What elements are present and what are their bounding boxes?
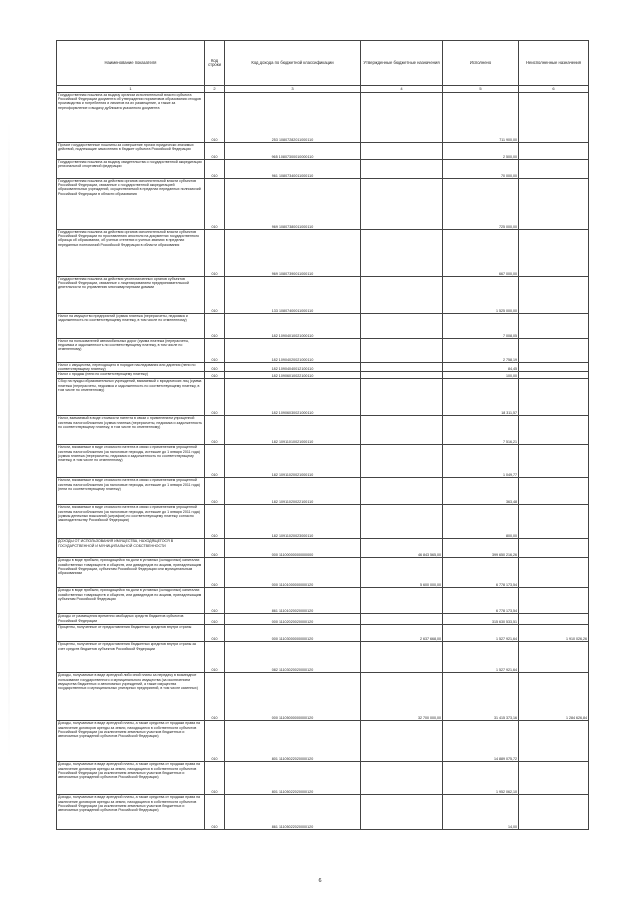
row-approved <box>361 416 443 445</box>
table-row <box>57 445 589 478</box>
row-kbk: 961 10807340011000110 <box>225 160 361 179</box>
row-code: 010 <box>205 625 225 642</box>
row-kbk: 861 11101020020000120 <box>225 588 361 614</box>
row-kbk: 969 10807380011000110 <box>225 179 361 230</box>
row-unexecuted: 1 910 026,26 <box>519 625 589 642</box>
col-header-kbk: Код дохода по бюджетной классификации <box>225 41 361 86</box>
col-header-executed: Исполнено <box>443 41 519 86</box>
column-number: 5 <box>443 86 519 93</box>
table-row <box>57 160 589 179</box>
row-code: 010 <box>205 143 225 160</box>
row-executed: 667 000,00 <box>443 230 519 277</box>
row-unexecuted <box>519 143 589 160</box>
row-code: 010 <box>205 558 225 588</box>
row-name: Налог с имущества, переходящего в порядке наследования или дарения (пени по соответствующему платежу) <box>57 363 205 372</box>
row-executed: 84,45 <box>443 363 519 372</box>
column-number: 2 <box>205 86 225 93</box>
row-executed: 399 650 216,26 <box>443 539 519 558</box>
row-unexecuted <box>519 614 589 625</box>
row-executed: 6 778 173,54 <box>443 588 519 614</box>
column-number: 6 <box>519 86 589 93</box>
table-row <box>57 379 589 416</box>
col-header-name: Наименование показателя <box>57 41 205 86</box>
row-name: Доходы в виде прибыли, приходящейся на доли в уставных (складочных) капиталах хозяйственных товариществ и обществ, или дивидендов по акциям, принадлежащим субъектам Российской Федерации <box>57 588 205 614</box>
row-unexecuted <box>519 558 589 588</box>
row-kbk: 861 11105022020000120 <box>225 795 361 830</box>
row-code: 010 <box>205 379 225 416</box>
row-approved <box>361 478 443 505</box>
row-approved: 32 700 000,00 <box>361 673 443 721</box>
row-code: 010 <box>205 416 225 445</box>
row-approved <box>361 363 443 372</box>
row-kbk: 000 11102020020000120 <box>225 614 361 625</box>
table-row <box>57 478 589 505</box>
row-kbk: 182 10911020021000110 <box>225 445 361 478</box>
row-code: 010 <box>205 505 225 539</box>
table-row <box>57 795 589 830</box>
row-approved <box>361 143 443 160</box>
row-executed: 725 000,00 <box>443 179 519 230</box>
table-row <box>57 230 589 277</box>
row-name: Государственная пошлина за действия органов исполнительной власти субъектов Российской Федерации, связанные с государственной аккредитацией образовательных учреждений, осуществляемой в пределах переданных полномочий Российской Федерации в области образования <box>57 179 205 230</box>
row-approved <box>361 160 443 179</box>
row-executed: 711 900,00 <box>443 93 519 143</box>
row-name: Доходы, получаемые в виде арендной либо иной платы за передачу в возмездное пользование государственного и муниципального имущества (за исключением имущества бюджетных и автономных учреждений, а также имущества государственных и муниципальных унитарных предприятий, в том числе казенных) <box>57 673 205 721</box>
row-kbk: 801 11105022020000120 <box>225 762 361 795</box>
row-code: 010 <box>205 179 225 230</box>
row-executed: 315 630 533,51 <box>443 614 519 625</box>
table-row <box>57 363 589 372</box>
row-unexecuted <box>519 277 589 314</box>
row-name: Доходы, получаемые в виде арендной платы, а также средства от продажи права на заключение договоров аренды за земли, находящиеся в собственности субъектов Российской Федерации (за исключением земельных участков бюджетных и автономных учреждений субъектов Российской Федерации) <box>57 762 205 795</box>
row-name: Доходы, получаемые в виде арендной платы, а также средства от продажи права на заключение договоров аренды за земли, находящиеся в собственности субъектов Российской Федерации (за исключением земельных участков бюджетных и автономных учреждений субъектов Российской Федерации) <box>57 721 205 762</box>
row-executed: 1 527 921,64 <box>443 625 519 642</box>
row-executed: 1 049,77 <box>443 445 519 478</box>
row-executed: 6 778 173,54 <box>443 558 519 588</box>
row-code: 010 <box>205 314 225 339</box>
scan-edge-shading <box>8 120 10 760</box>
row-code: 010 <box>205 445 225 478</box>
row-name: Прочие государственные пошлины за совершение прочих юридически значимых действий, подлежащие зачислению в бюджет субъекта Российской Федерации <box>57 143 205 160</box>
row-unexecuted <box>519 93 589 143</box>
row-approved <box>361 505 443 539</box>
row-code: 010 <box>205 642 225 673</box>
table-row <box>57 143 589 160</box>
row-unexecuted <box>519 762 589 795</box>
row-approved <box>361 588 443 614</box>
row-executed: 14 889 075,72 <box>443 721 519 762</box>
table-row <box>57 339 589 363</box>
table-row <box>57 416 589 445</box>
row-executed: 7 516,21 <box>443 416 519 445</box>
row-kbk: 253 10807282011000110 <box>225 93 361 143</box>
row-name: Государственная пошлина за выдачу органом исполнительной власти субъекта Российской Федерации документа об утверждении нормативов образования отходов производства и потребления и лимитов на их размещение, а также за переоформление и выдачу дубликата указанного документа <box>57 93 205 143</box>
row-code: 010 <box>205 614 225 625</box>
page-number: 6 <box>318 878 322 884</box>
row-executed: 7 008,05 <box>443 314 519 339</box>
row-executed: 1 527 921,64 <box>443 642 519 673</box>
table-row <box>57 558 589 588</box>
row-name: Доходы, получаемые в виде арендной платы, а также средства от продажи права на заключение договоров аренды за земли, находящиеся в собственности субъектов Российской Федерации (за исключением земельных участков бюджетных и автономных учреждений субъектов Российской Федерации) <box>57 795 205 830</box>
col-header-approved: Утвержденные бюджетные назначения <box>361 41 443 86</box>
row-name: Налоги, взимаемые в виде стоимости патента в связи с применением упрощенной системы налогообложения (за налоговые периоды, истекшие до 1 января 2011 года) (сумма платежа (перерасчеты, недоимка и задолженность по соответствующему платежу, в том числе по отмененному) <box>57 445 205 478</box>
row-unexecuted <box>519 179 589 230</box>
row-approved <box>361 93 443 143</box>
row-unexecuted <box>519 230 589 277</box>
row-executed: 100,00 <box>443 372 519 379</box>
row-name: Налоги, взимаемые в виде стоимости патента в связи с применением упрощенной системы налогообложения (за налоговые периоды, истекшие до 1 января 2011 года) (суммы денежных взысканий (штрафов) по соответствующему платежу согласно законодательству Российской Федерации) <box>57 505 205 539</box>
row-kbk: 182 10911020023000110 <box>225 505 361 539</box>
row-executed: 2 758,19 <box>443 339 519 363</box>
row-approved: 2 637 668,00 <box>361 625 443 642</box>
row-name: Сбор на нужды образовательных учреждений, взимаемый с юридических лиц (сумма платежа (перерасчеты, недоимка и задолженность по соответствующему платежу, в том числе по отмененному) <box>57 379 205 416</box>
table-row <box>57 721 589 762</box>
row-approved <box>361 230 443 277</box>
table-row <box>57 314 589 339</box>
row-name: Доходы в виде прибыли, приходящейся на доли в уставных (складочных) капиталах хозяйственных товариществ и обществ, или дивидендов по акциям, принадлежащим Российской Федерации, субъектам Российской Федерации или муниципальным образованиям <box>57 558 205 588</box>
column-number: 4 <box>361 86 443 93</box>
row-approved <box>361 277 443 314</box>
row-executed: 363,48 <box>443 478 519 505</box>
row-name: Государственная пошлина за действия уполномоченных органов субъектов Российской Федерации, связанные с лицензированием предпринимательской деятельности по управлению многоквартирными домами <box>57 277 205 314</box>
row-kbk: 182 10904020021000110 <box>225 339 361 363</box>
row-code: 010 <box>205 372 225 379</box>
row-approved <box>361 762 443 795</box>
row-approved <box>361 339 443 363</box>
row-kbk: 965 10807300010000110 <box>225 143 361 160</box>
table-row <box>57 614 589 625</box>
row-kbk: 182 10906030021000110 <box>225 379 361 416</box>
row-code: 010 <box>205 93 225 143</box>
row-unexecuted <box>519 721 589 762</box>
row-name: Налог с продаж (пени по соответствующему платежу) <box>57 372 205 379</box>
row-approved: 5 600 000,00 <box>361 558 443 588</box>
row-code: 010 <box>205 363 225 372</box>
table-row <box>57 762 589 795</box>
row-unexecuted <box>519 588 589 614</box>
column-number: 1 <box>57 86 205 93</box>
row-executed: 18 311,57 <box>443 379 519 416</box>
row-executed: 2 500,00 <box>443 143 519 160</box>
row-executed: 1 952 062,10 <box>443 762 519 795</box>
table-body <box>57 93 589 830</box>
table-row <box>57 642 589 673</box>
row-kbk: 082 11103020020000120 <box>225 642 361 673</box>
row-name: Проценты, полученные от предоставления бюджетных кредитов внутри страны за счет средств бюджетов субъектов Российской Федерации <box>57 642 205 673</box>
row-code: 010 <box>205 539 225 558</box>
row-unexecuted <box>519 478 589 505</box>
column-number: 3 <box>225 86 361 93</box>
table-row <box>57 588 589 614</box>
row-unexecuted <box>519 539 589 558</box>
row-unexecuted <box>519 363 589 372</box>
row-unexecuted <box>519 445 589 478</box>
row-name: Налог на пользователей автомобильных дорог (сумма платежа (перерасчеты, недоимка и задолженность по соответствующему платежу, в том числе по отмененному) <box>57 339 205 363</box>
row-executed: 70 000,00 <box>443 160 519 179</box>
row-executed: 1 525 000,00 <box>443 277 519 314</box>
table-row <box>57 372 589 379</box>
row-approved: 46 843 565,00 <box>361 539 443 558</box>
row-code: 010 <box>205 721 225 762</box>
row-approved <box>361 721 443 762</box>
table-row <box>57 539 589 558</box>
row-kbk: 182 10911010021000110 <box>225 416 361 445</box>
col-header-unexecuted: Неисполненные назначения <box>519 41 589 86</box>
table-row <box>57 93 589 143</box>
row-kbk: 000 11101000000000120 <box>225 558 361 588</box>
report-sheet <box>56 40 588 830</box>
table-row <box>57 277 589 314</box>
row-code: 010 <box>205 277 225 314</box>
table-row <box>57 505 589 539</box>
col-header-code: Код строки <box>205 41 225 86</box>
table-row <box>57 179 589 230</box>
row-approved <box>361 614 443 625</box>
row-kbk: 969 10807390011000110 <box>225 230 361 277</box>
row-code: 010 <box>205 762 225 795</box>
row-name: Государственная пошлина за выдачу свидетельства о государственной аккредитации региональной спортивной федерации <box>57 160 205 179</box>
row-name: Налог, взимаемый в виде стоимости патента в связи с применением упрощенной системы налогообложения (сумма платежа (перерасчеты, недоимка и задолженность по соответствующему платежу, в том числе по отмененному) <box>57 416 205 445</box>
row-name: Доходы от размещения временно свободных средств бюджетов субъектов Российской Федерации <box>57 614 205 625</box>
row-kbk: 133 10807400011000110 <box>225 277 361 314</box>
row-unexecuted <box>519 160 589 179</box>
row-executed: 14,00 <box>443 795 519 830</box>
row-unexecuted <box>519 416 589 445</box>
row-approved <box>361 179 443 230</box>
row-code: 010 <box>205 339 225 363</box>
row-unexecuted <box>519 314 589 339</box>
row-name: Проценты, полученные от предоставления бюджетных кредитов внутри страны <box>57 625 205 642</box>
row-unexecuted <box>519 505 589 539</box>
row-approved <box>361 795 443 830</box>
table-row <box>57 625 589 642</box>
row-executed: 31 415 373,16 <box>443 673 519 721</box>
column-number-row <box>57 86 589 93</box>
row-unexecuted <box>519 795 589 830</box>
row-name: Налоги, взимаемые в виде стоимости патента в связи с применением упрощенной системы налогообложения (за налоговые периоды, истекшие до 1 января 2011 года) (пени по соответствующему платежу) <box>57 478 205 505</box>
row-kbk: 182 10904010021000110 <box>225 314 361 339</box>
row-approved <box>361 445 443 478</box>
row-approved <box>361 372 443 379</box>
row-approved <box>361 314 443 339</box>
row-approved <box>361 379 443 416</box>
table-row <box>57 673 589 721</box>
row-code: 010 <box>205 795 225 830</box>
row-approved <box>361 642 443 673</box>
income-execution-table <box>56 40 589 830</box>
row-name: Государственная пошлина за действия органов исполнительной власти субъектов Российской Федерации по проставлению апостиля на документах государственного образца об образовании, об ученых степенях и ученых званиях в пределах переданных полномочий Российской Федерации в области образования <box>57 230 205 277</box>
row-kbk: 000 11100000000000000 <box>225 539 361 558</box>
row-code: 010 <box>205 230 225 277</box>
row-kbk: 182 10904040012100110 <box>225 363 361 372</box>
row-unexecuted <box>519 372 589 379</box>
row-kbk: 182 10911020022100110 <box>225 478 361 505</box>
row-name: Налог на имущество предприятий (сумма платежа (перерасчеты, недоимка и задолженность по соответствующему платежу, в том числе по отмененному) <box>57 314 205 339</box>
row-code: 010 <box>205 673 225 721</box>
row-kbk: 000 11105000000000120 <box>225 673 361 721</box>
row-code: 010 <box>205 588 225 614</box>
row-unexecuted <box>519 379 589 416</box>
row-unexecuted <box>519 339 589 363</box>
row-code: 010 <box>205 160 225 179</box>
row-unexecuted: 1 284 626,84 <box>519 673 589 721</box>
row-unexecuted <box>519 642 589 673</box>
table-header-row <box>57 41 589 86</box>
row-code: 010 <box>205 478 225 505</box>
row-kbk: 000 11103000000000120 <box>225 625 361 642</box>
row-kbk: 182 10906010022100110 <box>225 372 361 379</box>
row-name: ДОХОДЫ ОТ ИСПОЛЬЗОВАНИЯ ИМУЩЕСТВА, НАХОДЯЩЕГОСЯ В ГОСУДАРСТВЕННОЙ И МУНИЦИПАЛЬНОЙ СОБСТВЕННОСТИ <box>57 539 205 558</box>
row-executed: 800,00 <box>443 505 519 539</box>
row-kbk: 801 11105022020000120 <box>225 721 361 762</box>
